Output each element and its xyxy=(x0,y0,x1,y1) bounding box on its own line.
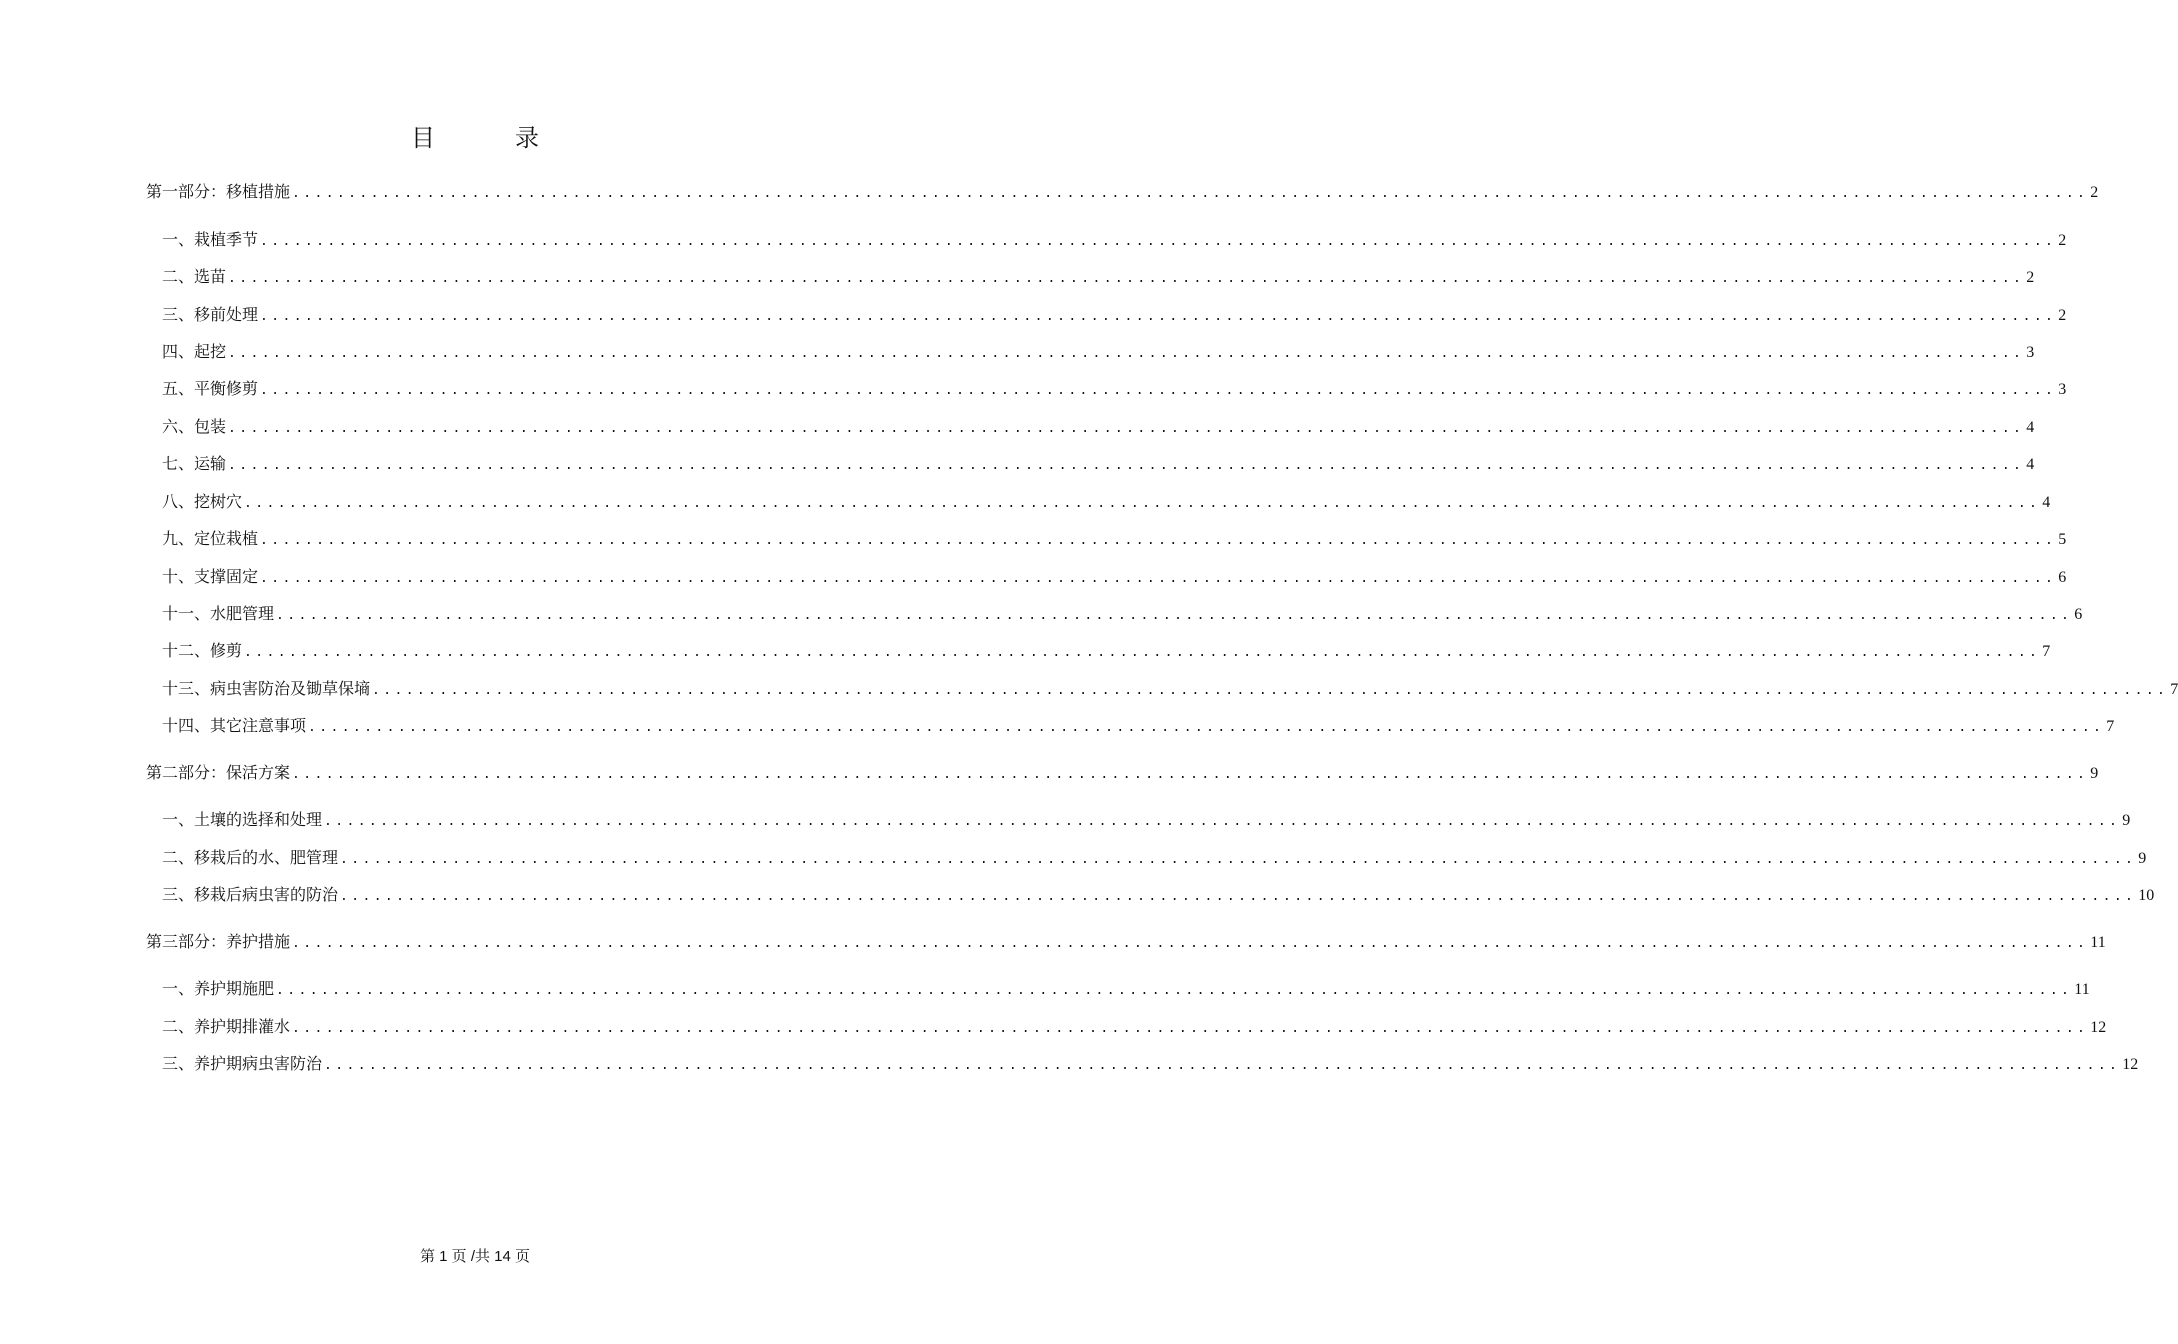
toc-leader-dots: ................................................................................................................................................................ xyxy=(292,936,2089,951)
toc-entry-label: 一、养护期施肥 xyxy=(162,979,275,998)
toc-entry-label: 六、包装 xyxy=(162,417,227,436)
toc-leader-dots: ................................................................................................................................................................ xyxy=(228,458,2025,473)
toc-entry-label: 五、平衡修剪 xyxy=(162,379,259,398)
toc-entry[interactable] xyxy=(162,714,2115,738)
toc-entry-label: 第三部分：养护措施 xyxy=(146,932,291,951)
toc-leader-dots: ................................................................................................................................................................ xyxy=(260,383,2057,398)
toc-entry-page: 7 xyxy=(2106,718,2115,735)
toc-leader-dots: ................................................................................................................................................................ xyxy=(308,720,2105,735)
toc-entry-label: 十二、修剪 xyxy=(162,641,243,660)
toc-entry-label: 十一、水肥管理 xyxy=(162,604,275,623)
toc-entry[interactable] xyxy=(162,1015,2107,1039)
page-footer xyxy=(0,1245,950,1266)
footer-middle: 页 /共 xyxy=(451,1248,490,1265)
toc-entry-page: 9 xyxy=(2090,765,2099,782)
toc-entry[interactable] xyxy=(146,930,2106,954)
toc-entry-page: 9 xyxy=(2138,850,2147,867)
toc-leader-dots: ................................................................................................................................................................ xyxy=(292,767,2089,782)
toc-entry-label: 八、挖树穴 xyxy=(162,492,243,511)
toc-entry-label: 第一部分：移植措施 xyxy=(146,182,291,201)
toc-entry-page: 3 xyxy=(2058,381,2067,398)
footer-current-page: 1 xyxy=(439,1248,448,1265)
toc-entry[interactable] xyxy=(162,565,2067,589)
toc-entry-label: 三、养护期病虫害防治 xyxy=(162,1054,323,1073)
toc-entry-page: 2 xyxy=(2026,269,2035,286)
toc-leader-dots: ................................................................................................................................................................ xyxy=(324,1058,2121,1073)
toc-entry-label: 三、移前处理 xyxy=(162,305,259,324)
toc-entry[interactable] xyxy=(162,846,2147,870)
toc-entry-label: 第二部分：保活方案 xyxy=(146,763,291,782)
toc-entry[interactable] xyxy=(162,602,2083,626)
toc-entry[interactable] xyxy=(162,883,2155,907)
toc-entry[interactable] xyxy=(162,527,2067,551)
toc-entry-page: 9 xyxy=(2122,812,2131,829)
toc-entry-label: 二、养护期排灌水 xyxy=(162,1017,291,1036)
toc-entry[interactable] xyxy=(146,180,2099,204)
toc-entry-label: 三、移栽后病虫害的防治 xyxy=(162,885,339,904)
toc-entry[interactable] xyxy=(162,265,2035,289)
toc-leader-dots: ................................................................................................................................................................ xyxy=(260,234,2057,249)
toc-entry-page: 2 xyxy=(2058,307,2067,324)
toc-entry[interactable] xyxy=(162,677,2178,701)
toc-entry[interactable] xyxy=(162,639,2051,663)
toc-leader-dots: ................................................................................................................................................................ xyxy=(260,309,2057,324)
toc-leader-dots: ................................................................................................................................................................ xyxy=(324,814,2121,829)
toc-leader-dots: ................................................................................................................................................................ xyxy=(228,346,2025,361)
toc-leader-dots: ................................................................................................................................................................ xyxy=(260,533,2057,548)
toc-leader-dots: ................................................................................................................................................................ xyxy=(340,889,2137,904)
toc-entry-label: 四、起挖 xyxy=(162,342,227,361)
toc-leader-dots: ................................................................................................................................................................ xyxy=(260,571,2057,586)
toc-entry[interactable] xyxy=(162,415,2035,439)
toc-entry-label: 二、移栽后的水、肥管理 xyxy=(162,848,339,867)
toc-leader-dots: ................................................................................................................................................................ xyxy=(340,852,2137,867)
toc-leader-dots: ................................................................................................................................................................ xyxy=(228,421,2025,436)
toc-entry-page: 4 xyxy=(2026,456,2035,473)
toc-entry[interactable] xyxy=(162,340,2035,364)
toc-entry-page: 12 xyxy=(2090,1019,2107,1036)
toc-entry[interactable] xyxy=(162,452,2035,476)
toc-entry-page: 6 xyxy=(2058,569,2067,586)
toc-title: 目 录 xyxy=(411,124,567,152)
toc-leader-dots: ................................................................................................................................................................ xyxy=(228,271,2025,286)
toc-entry-page: 4 xyxy=(2026,419,2035,436)
toc-entry-page: 3 xyxy=(2026,344,2035,361)
toc-entry-label: 十四、其它注意事项 xyxy=(162,716,307,735)
footer-prefix: 第 xyxy=(419,1248,435,1265)
toc-leader-dots: ................................................................................................................................................................ xyxy=(292,186,2089,201)
toc-entry-label: 十、支撑固定 xyxy=(162,567,259,586)
toc-entry-page: 7 xyxy=(2170,681,2178,698)
toc-entry-page: 6 xyxy=(2074,606,2083,623)
toc-leader-dots: ................................................................................................................................................................ xyxy=(276,608,2073,623)
toc-entry-page: 12 xyxy=(2122,1056,2139,1073)
toc-entry-page: 10 xyxy=(2138,887,2155,904)
toc-entry[interactable] xyxy=(162,228,2067,252)
toc-entry-page: 7 xyxy=(2042,643,2051,660)
toc-entry-label: 七、运输 xyxy=(162,454,227,473)
toc-entry-label: 二、选苗 xyxy=(162,267,227,286)
toc-entry-page: 4 xyxy=(2042,494,2051,511)
toc-entry-label: 一、栽植季节 xyxy=(162,230,259,249)
toc-entry-label: 九、定位栽植 xyxy=(162,529,259,548)
toc-entry[interactable] xyxy=(162,808,2131,832)
toc-entry[interactable] xyxy=(162,977,2090,1001)
toc-entry-page: 11 xyxy=(2090,934,2106,951)
toc-entry-page: 11 xyxy=(2074,981,2090,998)
toc-entry[interactable] xyxy=(162,1052,2139,1076)
toc-leader-dots: ................................................................................................................................................................ xyxy=(244,645,2041,660)
toc-entry-label: 十三、病虫害防治及锄草保墒 xyxy=(162,679,371,698)
toc-leader-dots: ................................................................................................................................................................ xyxy=(244,496,2041,511)
toc-entry-page: 2 xyxy=(2090,184,2099,201)
toc-entry[interactable] xyxy=(146,761,2099,785)
footer-total-pages: 14 xyxy=(494,1248,511,1265)
toc-entry-label: 一、土壤的选择和处理 xyxy=(162,810,323,829)
toc-entry-page: 5 xyxy=(2058,531,2067,548)
toc-entry-page: 2 xyxy=(2058,232,2067,249)
toc-leader-dots: ................................................................................................................................................................ xyxy=(292,1021,2089,1036)
toc-entry[interactable] xyxy=(162,377,2067,401)
toc-entry[interactable] xyxy=(162,490,2051,514)
toc-leader-dots: ................................................................................................................................................................ xyxy=(372,683,2169,698)
footer-suffix: 页 xyxy=(515,1248,531,1265)
toc-entry[interactable] xyxy=(162,303,2067,327)
toc-leader-dots: ................................................................................................................................................................ xyxy=(276,983,2073,998)
